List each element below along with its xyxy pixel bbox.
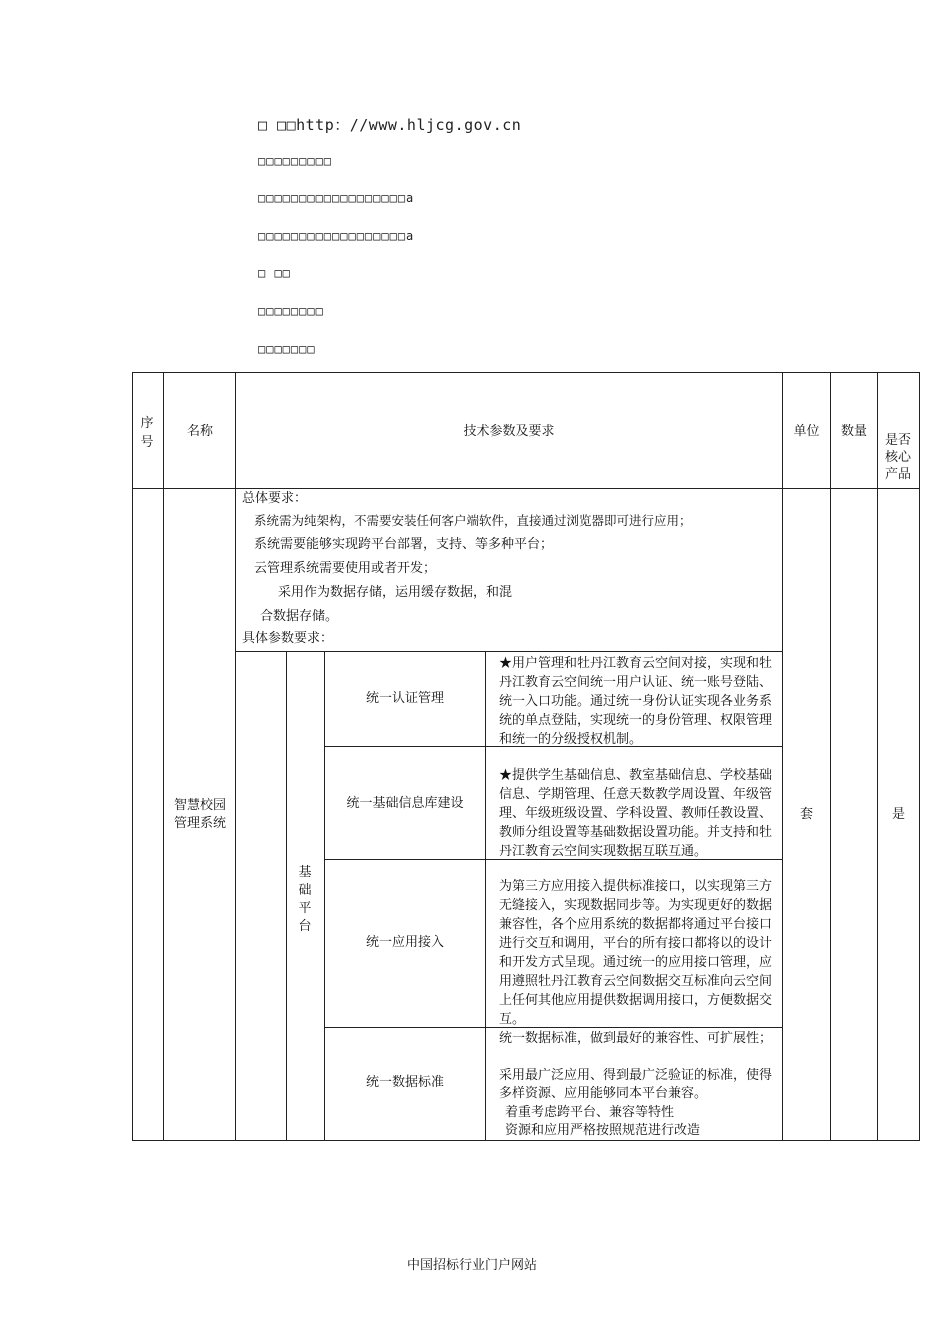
specific-title: 具体参数要求：	[242, 631, 334, 646]
table-bottom-border	[132, 1140, 920, 1141]
overall-line-4: 采用作为数据存储，运用缓存数据，和混	[278, 585, 513, 600]
item-desc-datastd-2: 采用最广泛应用、得到最广泛验证的标准，使得多样资源、应用能够同本平台兼容。	[499, 1068, 773, 1101]
header-line-7: □□□□□□□	[258, 342, 316, 356]
header-core: 是否核心产品	[884, 433, 911, 482]
item-name-auth: 统一认证管理	[365, 691, 444, 706]
col-border-right	[919, 372, 920, 1140]
item-name-basedb: 统一基础信息库建设	[346, 796, 464, 811]
subtable-top-border	[235, 651, 782, 652]
header-no: 序号	[140, 416, 154, 450]
header-line-3: □□□□□□□□□□□□□□□□□□a	[258, 191, 415, 205]
item-desc-datastd-1: 统一数据标准，做到最好的兼容性、可扩展性；	[499, 1031, 773, 1046]
header-unit: 单位	[793, 424, 820, 439]
col-border-no	[163, 372, 164, 1140]
subcol-border-1	[286, 651, 287, 1140]
item-name-datastd: 统一数据标准	[365, 1075, 444, 1090]
header-line-6: □□□□□□□□	[258, 304, 324, 318]
subcol-border-2	[324, 651, 325, 1140]
overall-line-5: 合数据存储。	[260, 609, 339, 624]
header-url-line: □ □□http：//www.hljcg.gov.cn	[258, 116, 522, 134]
col-border-spec	[782, 372, 783, 1140]
category-label: 基础平台	[298, 865, 312, 934]
item-desc-auth: ★用户管理和牡丹江教育云空间对接，实现和牡丹江教育云空间统一用户认证、统一账号登陆、统一入口功能。通过统一身份认证实现各业务系统的单点登陆，实现统一的身份管理、权限管理和统一的分级授权机制。	[499, 656, 773, 747]
subcol-border-3	[485, 651, 486, 1140]
col-border-unit	[830, 372, 831, 1140]
overall-line-2: 系统需要能够实现跨平台部署，支持、等多种平台；	[254, 537, 554, 552]
table-header-divider	[132, 488, 920, 489]
header-line-4: □□□□□□□□□□□□□□□□□□a	[258, 229, 415, 243]
col-border-qty	[877, 372, 878, 1140]
header-line-5: □ □□	[258, 266, 291, 280]
col-border-left	[132, 372, 133, 1140]
header-spec: 技术参数及要求	[463, 424, 555, 439]
item-name-appaccess: 统一应用接入	[365, 935, 444, 950]
overall-title: 总体要求：	[242, 491, 308, 506]
overall-line-3: 云管理系统需要使用或者开发；	[254, 561, 437, 576]
header-line-2: □□□□□□□□□	[258, 154, 333, 168]
core-value: 是	[891, 807, 905, 822]
footer-site-name: 中国招标行业门户网站	[407, 1258, 538, 1273]
unit-value: 套	[799, 807, 813, 822]
header-qty: 数量	[840, 424, 867, 439]
header-name: 名称	[186, 424, 213, 439]
item-desc-basedb: ★提供学生基础信息、教室基础信息、学校基础信息、学期管理、任意天数教学周设置、年级管理、年级班级设置、学科设置、教师任教设置、教师分组设置等基础数据设置功能。并支持和牡丹江教育云空间实现数据互联互通。	[499, 768, 773, 859]
table-top-border	[132, 372, 920, 373]
item-desc-appaccess: 为第三方应用接入提供标准接口，以实现第三方无缝接入，实现数据同步等。为实现更好的数据兼容性，各个应用系统的数据都将通过平台接口进行交互和调用，平台的所有接口都将以的设计和开发方式呈现。通过统一的应用接口管理，应用遵照牡丹江教育云空间数据交互标准向云空间上任何其他应用提供数据调用接口，方便数据交互。	[499, 879, 773, 1027]
item-desc-datastd-3: 着重考虑跨平台、兼容等特性	[505, 1105, 675, 1120]
product-name: 智慧校园管理系统	[173, 798, 226, 831]
col-border-name	[235, 372, 236, 1140]
overall-line-1: 系统需为纯架构，不需要安装任何客户端软件，直接通过浏览器即可进行应用；	[254, 513, 692, 528]
item-desc-datastd-4: 资源和应用严格按照规范进行改造	[505, 1123, 701, 1138]
